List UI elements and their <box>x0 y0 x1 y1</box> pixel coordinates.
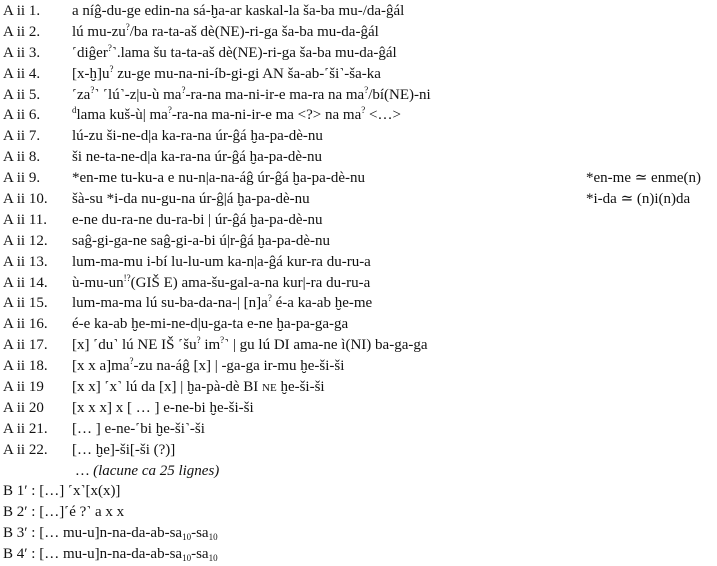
line-text: [x x x] x [ … ] e-ne-bi ḫe-ši-ši <box>72 399 254 416</box>
line-text: [x] ˹du˺ lú NE IŠ ˹šu? im?˺ | gu lú DI ama-ne ì(NI) ba-ga-ga <box>72 335 428 354</box>
line-label: A ii 6. <box>3 107 41 124</box>
line-a-ii-3 <box>3 43 715 64</box>
line-a-ii-4 <box>3 64 715 85</box>
line-a-ii-1 <box>3 1 715 22</box>
line-text: lum-ma-ma lú su-ba-da-na-| [n]a? é-a ka-ab ḫe-me <box>72 293 373 312</box>
line-label: A ii 3. <box>3 44 41 61</box>
line-text: [x x a]ma?-zu na-áĝ [x] | -ga-ga ir-mu ḫe-ši-ši <box>72 356 345 375</box>
line-text: saĝ-gi-ga-ne saĝ-gi-a-bi ú|r-ĝá ḫa-pa-dè-nu <box>72 232 330 249</box>
line-text: [x x] ˹x˺ lú da [x] | ḫa-pà-dè BI NE ḫe-ši-ši <box>72 379 325 396</box>
line-a-ii-15 <box>3 293 715 314</box>
line-label: A ii 11. <box>3 211 48 228</box>
line-label: A ii 16. <box>3 316 48 333</box>
line-text: a níĝ-du-ge edin-na sá-ḫa-ar kaskal-la ša-ba mu-/da-ĝál <box>72 3 405 19</box>
line-a-ii-5 <box>3 85 715 106</box>
lacune-text: … (lacune ca 25 lignes) <box>76 462 220 479</box>
line-text: [x-ḫ]u? zu-ge mu-na-ni-íb-gi-gi AN ša-ab-˹ši˺-ša-ka <box>72 63 381 82</box>
line-label: A ii 20 <box>3 399 44 416</box>
line-a-ii-14 <box>3 273 715 294</box>
line-b-3 <box>3 523 715 544</box>
line-label: A ii 22. <box>3 441 48 458</box>
line-label: A ii 17. <box>3 337 48 354</box>
line-text: [… ḫe]-ši[-ši (?)] <box>72 441 176 458</box>
line-text: é-e ka-ab ḫe-mi-ne-d|u-ga-ta e-ne ḫa-pa-ga-ga <box>72 316 349 333</box>
line-text: $^d$lama kuš-ù| ma?-ra-na ma-ni-ir-e ma <?> na ma? <…> <box>72 105 401 124</box>
line-a-ii-11 <box>3 210 715 231</box>
line-a-ii-18 <box>3 356 715 377</box>
line-text: *en-me tu-ku-a e nu-n|a-na-áĝ úr-ĝá ḫa-pa-dè-nu <box>72 170 365 187</box>
line-text: ˹diĝer?˺.lama šu ta-ta-aš dè(NE)-ri-ga ša-ba mu-da-ĝál <box>72 42 397 61</box>
line-label: A ii 10. <box>3 191 48 208</box>
line-a-ii-8 <box>3 147 715 168</box>
line-text: e-ne du-ra-ne du-ra-bi | úr-ĝá ḫa-pa-dè-nu <box>72 211 323 228</box>
line-label: A ii 5. <box>3 86 41 103</box>
line-label: A ii 8. <box>3 149 41 166</box>
line-a-ii-16 <box>3 314 715 335</box>
line-b-text: B 2′ : […]˹é ?˺ a x x <box>3 504 125 521</box>
line-text: [… ] e-ne-˹bi ḫe-ši˺-ši <box>72 420 205 437</box>
line-a-ii-9 <box>3 168 715 189</box>
line-note: *en-me ≃ enme(n) <box>586 170 702 187</box>
line-label: A ii 2. <box>3 23 41 40</box>
line-b-text: B 1′ : […] ˹x˺[x(x)] <box>3 483 121 500</box>
line-a-ii-20 <box>3 398 715 419</box>
line-b-2 <box>3 502 715 523</box>
line-text: lum-ma-mu i-bí lu-lu-um ka-n|a-ĝá kur-ra du-ru-a <box>72 253 371 270</box>
line-text: šà-su *i-da nu-gu-na úr-ĝ|á ḫa-pa-dè-nu <box>72 191 310 208</box>
line-text: ši ne-ta-ne-d|a ka-ra-na úr-ĝá ḫa-pa-dè-nu <box>72 149 323 166</box>
line-text: lú-zu ši-ne-d|a ka-ra-na úr-ĝá ḫa-pa-dè-nu <box>72 128 323 145</box>
line-a-ii-7 <box>3 126 715 147</box>
line-label: A ii 14. <box>3 274 48 291</box>
line-text: ù-mu-un!?(GIŠ E) ama-šu-gal-a-na kur|-ra du-ru-a <box>72 272 371 291</box>
line-a-ii-19 <box>3 377 715 398</box>
lacune-note <box>3 461 715 482</box>
line-label: A ii 19 <box>3 379 44 396</box>
line-b-4 <box>3 544 715 565</box>
line-a-ii-12 <box>3 231 715 252</box>
line-b-text: B 3′ : [… $mu-u]n-na-da-ab-sa_{10}-sa_{10}$ <box>3 525 218 543</box>
line-label: A ii 12. <box>3 232 48 249</box>
line-a-ii-10 <box>3 189 715 210</box>
line-b-text: B 4′ : [… $mu-u]n-na-da-ab-sa_{10}-sa_{10}$ <box>3 546 218 564</box>
line-a-ii-13 <box>3 252 715 273</box>
transliteration-document <box>3 1 715 565</box>
line-a-ii-22 <box>3 440 715 461</box>
line-label: A ii 7. <box>3 128 41 145</box>
line-a-ii-21 <box>3 419 715 440</box>
line-text: ˹za?˺ ˹lú˺-z|u-ù ma?-ra-na ma-ni-ir-e ma-ra na ma?/bí(NE)-ni <box>72 84 431 103</box>
line-label: A ii 9. <box>3 170 41 187</box>
line-text: lú mu-zu?/ba ra-ta-aš dè(NE)-ri-ga ša-ba mu-da-ĝál <box>72 21 379 40</box>
line-label: A ii 15. <box>3 295 48 312</box>
line-label: A ii 21. <box>3 420 48 437</box>
line-label: A ii 13. <box>3 253 48 270</box>
line-label: A ii 4. <box>3 65 41 82</box>
line-a-ii-17 <box>3 335 715 356</box>
line-label: A ii 18. <box>3 358 48 375</box>
line-a-ii-2 <box>3 22 715 43</box>
line-b-1 <box>3 481 715 502</box>
line-label: A ii 1. <box>3 3 41 19</box>
line-note: *i-da ≃ (n)i(n)da <box>586 191 691 208</box>
line-a-ii-6 <box>3 105 715 126</box>
